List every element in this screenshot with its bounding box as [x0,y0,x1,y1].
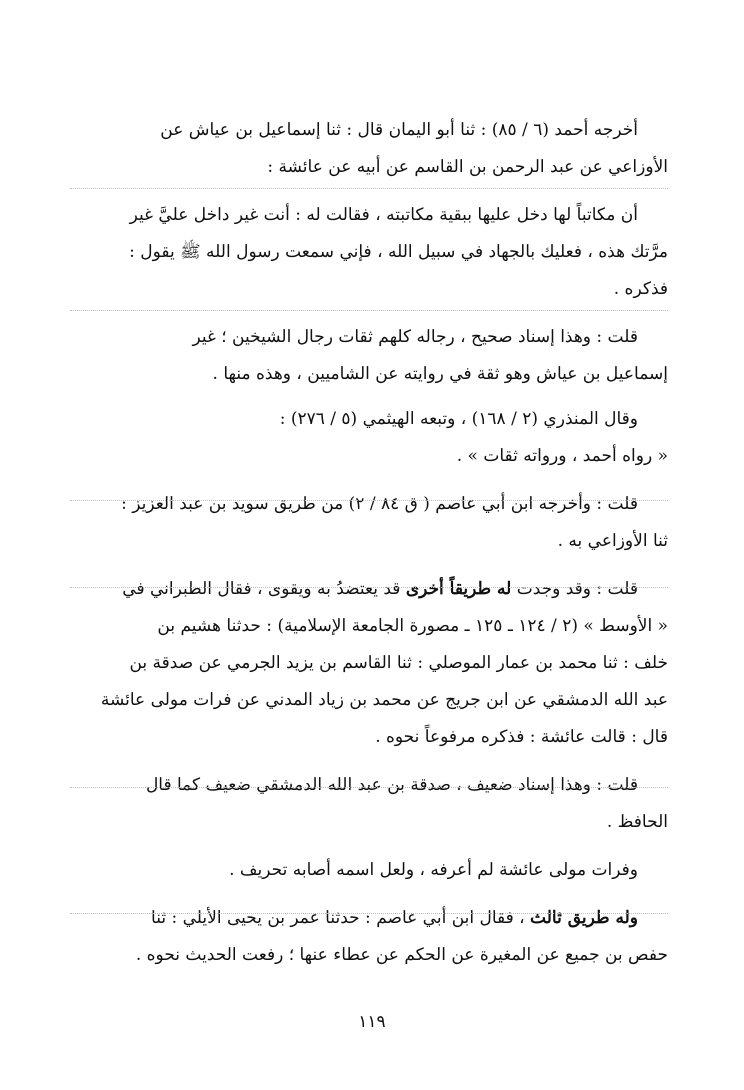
text-line: حفص بن جميع عن المغيرة عن الحكم عن عطاء عنها ؛ رفعت الحديث نحوه . [135,945,668,965]
paragraph-ibn-abi-asim [70,486,668,560]
text-line: قال : قالت عائشة : فذكره مرفوعاً نحوه . [375,727,668,747]
text-line: قلت : وهذا إسناد صحيح ، رجاله كلهم ثقات رجال الشيخين ؛ غير [192,327,638,347]
text-line: وقال المنذري (٢ / ١٦٨) ، وتبعه الهيثمي (٥ / ٢٧٦) : [279,409,638,429]
text-line: « رواه أحمد ، ورواته ثقات » . [456,446,668,466]
text-line: أخرجه أحمد (٦ / ٨٥) : ثنا أبو اليمان قال : ثنا إسماعيل بن عياش عن [160,120,638,140]
text-line: عبد الله الدمشقي عن ابن جريج عن محمد بن زياد المدني عن فرات مولى عائشة [100,690,668,710]
divider [70,310,668,311]
paragraph-isnad-sahih [70,319,668,393]
paragraph-mundhiri [70,401,668,475]
paragraph-third-route [70,900,668,974]
text-line: إسماعيل بن عياش وهو ثقة في روايته عن الشاميين ، وهذه منها . [212,364,668,384]
text-line: الحافظ . [606,812,668,832]
text-line-part: قلت : وقد وجدت [511,579,638,599]
divider [70,500,668,501]
divider [70,587,668,588]
text-line: « الأوسط » (٢ / ١٢٤ ـ ١٢٥ ـ مصورة الجامعة الإسلامية) : حدثنا هشيم بن [157,616,668,636]
text-line-part: قد يعتضدُ به ويقوى ، فقال الطبراني في [122,579,406,599]
paragraph-isnad-daif [70,767,668,841]
text-line: خلف : ثنا محمد بن عمار الموصلي : ثنا القاسم بن يزيد الجرمي عن صدقة بن [129,653,668,673]
text-line: وفرات مولى عائشة لم أعرفه ، ولعل اسمه أصابه تحريف . [229,860,638,880]
text-line: أن مكاتباً لها دخل عليها ببقية مكاتبته ، فقالت له : أنت غير داخل عليَّ غير [129,205,638,225]
paragraph-furat [70,852,668,889]
paragraph-another-route [70,571,668,756]
paragraph-hadith-text [70,197,668,308]
divider [70,913,668,914]
page-number: ١١٩ [358,1012,386,1032]
emphasis-text: وله طريق ثالث [530,908,638,928]
emphasis-text: له طريقاً أخرى [405,579,512,599]
paragraph-takhrij-ahmad [70,112,668,186]
text-line: مرَّتك هذه ، فعليك بالجهاد في سبيل الله ، فإني سمعت رسول الله ﷺ يقول : [129,242,668,262]
text-line: فذكره . [613,279,668,299]
text-line: قلت : وأخرجه ابن أبي عاصم ( ق ٨٤ / ٢) من طريق سويد بن عبد العزيز : [121,494,638,514]
text-line: ثنا الأوزاعي به . [557,531,668,551]
divider [70,188,668,189]
text-line: الأوزاعي عن عبد الرحمن بن القاسم عن أبيه عن عائشة : [267,157,668,177]
divider [70,787,668,788]
text-line: قلت : وهذا إسناد ضعيف ، صدقة بن عبد الله الدمشقي ضعيف كما قال [145,775,638,795]
page-body [70,112,668,974]
text-line-part: ، فقال ابن أبي عاصم : حدثنا عمر بن يحيى الأيلي : ثنا [151,908,531,928]
